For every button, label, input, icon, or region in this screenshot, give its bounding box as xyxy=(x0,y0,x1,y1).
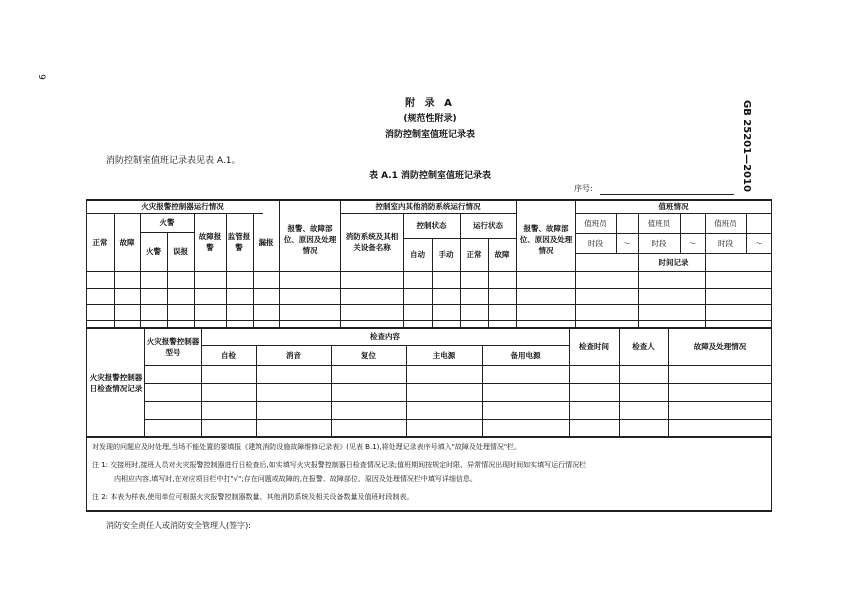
header-run-normal: 正常 xyxy=(466,250,482,259)
header-fault-handling: 故障及处理情况 xyxy=(693,341,747,351)
rule xyxy=(516,199,517,327)
header-controller-model: 火灾报警控制器型号 xyxy=(146,337,200,357)
appendix-type: (规范性附录) xyxy=(403,114,457,124)
rule xyxy=(340,199,341,327)
header-backup-power: 备用电源 xyxy=(510,350,541,360)
appendix-name: 消防控制室值班记录表 xyxy=(384,130,475,140)
header-reset: 复位 xyxy=(361,350,376,360)
header-inspection-content: 检查内容 xyxy=(370,331,400,341)
header-mute: 消音 xyxy=(286,350,301,360)
rule xyxy=(194,213,195,327)
header-alarm-handling-2: 报警、故障部位、原因及处理情况 xyxy=(519,223,573,255)
rule xyxy=(144,401,772,402)
header-inspection-section: 火灾报警控制器日检查情况记录 xyxy=(89,372,143,393)
header-fire-alarm: 火警 xyxy=(159,218,175,227)
tilde-separator: ～ xyxy=(755,238,763,248)
rule xyxy=(86,304,772,305)
appendix-title: 附 录 A xyxy=(405,98,455,109)
page-number: 9 xyxy=(35,74,46,80)
rule xyxy=(86,436,772,438)
note-1-line-2: 内相应内容,填写时,在对应项目栏中打"√";存在问题或故障的,在报警、故障部位、原因及处理情况栏中填写详细信息。 xyxy=(114,475,477,483)
time-period-label: 时段 xyxy=(588,238,603,248)
header-inspection-time: 检查时间 xyxy=(579,341,609,351)
header-manual: 手动 xyxy=(438,250,454,259)
header-fire-controller-status: 火灾报警控制器运行情况 xyxy=(141,201,224,211)
duty-person-label: 值班员 xyxy=(647,218,671,228)
note-1-line-1: 注 1: 交接班时,接班人员对火灾报警控制器进行日检查后,如实填写火灾报警控制器日检查情况记录;值班期间按规定时限、异常情况出现时间如实填写运行情况栏 xyxy=(92,461,587,469)
header-auto: 自动 xyxy=(410,250,425,259)
header-main-power: 主电源 xyxy=(432,350,456,360)
tilde-separator: ～ xyxy=(688,238,697,248)
header-fire-alarm-sub: 火警 xyxy=(146,247,161,256)
header-self-check: 自检 xyxy=(221,350,236,360)
header-fault-alarm: 故障报警 xyxy=(198,232,222,252)
note-handling: 对发现的问题应及时处理,当场不能处置的要填报《建筑消防设施故障维修记录表》(见表 B.1),将处理记录表序号填入"故障及处理情况"栏。 xyxy=(92,443,522,451)
table-border-bottom xyxy=(86,510,772,512)
header-alarm-handling: 报警、故障部位、原因及处理情况 xyxy=(283,223,337,255)
header-control-state: 控制状态 xyxy=(416,221,447,230)
header-time-record: 时间记录 xyxy=(658,257,689,267)
duty-person-label: 值班员 xyxy=(714,218,737,228)
serial-label: 序号: xyxy=(574,184,593,193)
header-false-alarm: 误报 xyxy=(173,247,188,256)
header-run-fault: 故障 xyxy=(494,250,510,259)
intro-text: 消防控制室值班记录表见表 A.1。 xyxy=(106,156,241,166)
time-period-label: 时段 xyxy=(651,238,667,248)
rule xyxy=(86,288,772,289)
header-other-systems-status: 控制室内其他消防系统运行情况 xyxy=(375,201,481,211)
rule xyxy=(144,327,145,436)
header-inspector: 检查人 xyxy=(632,341,655,351)
header-missed-alarm: 漏报 xyxy=(258,237,274,247)
rule xyxy=(144,365,772,366)
header-supervision-alarm: 监管报警 xyxy=(227,232,251,252)
header-duty-status: 值班情况 xyxy=(658,201,689,211)
rule xyxy=(144,419,772,420)
duty-record-table xyxy=(86,199,772,512)
header-run-state: 运行状态 xyxy=(473,221,503,230)
rule xyxy=(86,320,772,321)
duty-person-label: 值班员 xyxy=(584,218,607,228)
rule xyxy=(144,383,772,384)
note-2: 注 2: 本表为样表,使用单位可根据火灾报警控制器数量、其他消防系统及相关设备数量及值班时段制表。 xyxy=(92,493,414,501)
time-period-label: 时段 xyxy=(718,238,733,248)
standard-code: GB 25201—2010 xyxy=(741,100,752,192)
rule xyxy=(86,271,575,272)
signature-line: 消防安全责任人或消防安全管理人(签字): xyxy=(106,521,251,530)
rule xyxy=(575,271,772,272)
header-normal: 正常 xyxy=(92,237,108,247)
tilde-separator: ～ xyxy=(623,238,631,248)
table-title: 表 A.1 消防控制室值班记录表 xyxy=(368,171,492,181)
serial-line xyxy=(600,194,734,195)
header-system-device-name: 消防系统及其相关设备名称 xyxy=(345,232,399,252)
header-fault: 故障 xyxy=(119,237,135,247)
rule xyxy=(279,199,280,327)
